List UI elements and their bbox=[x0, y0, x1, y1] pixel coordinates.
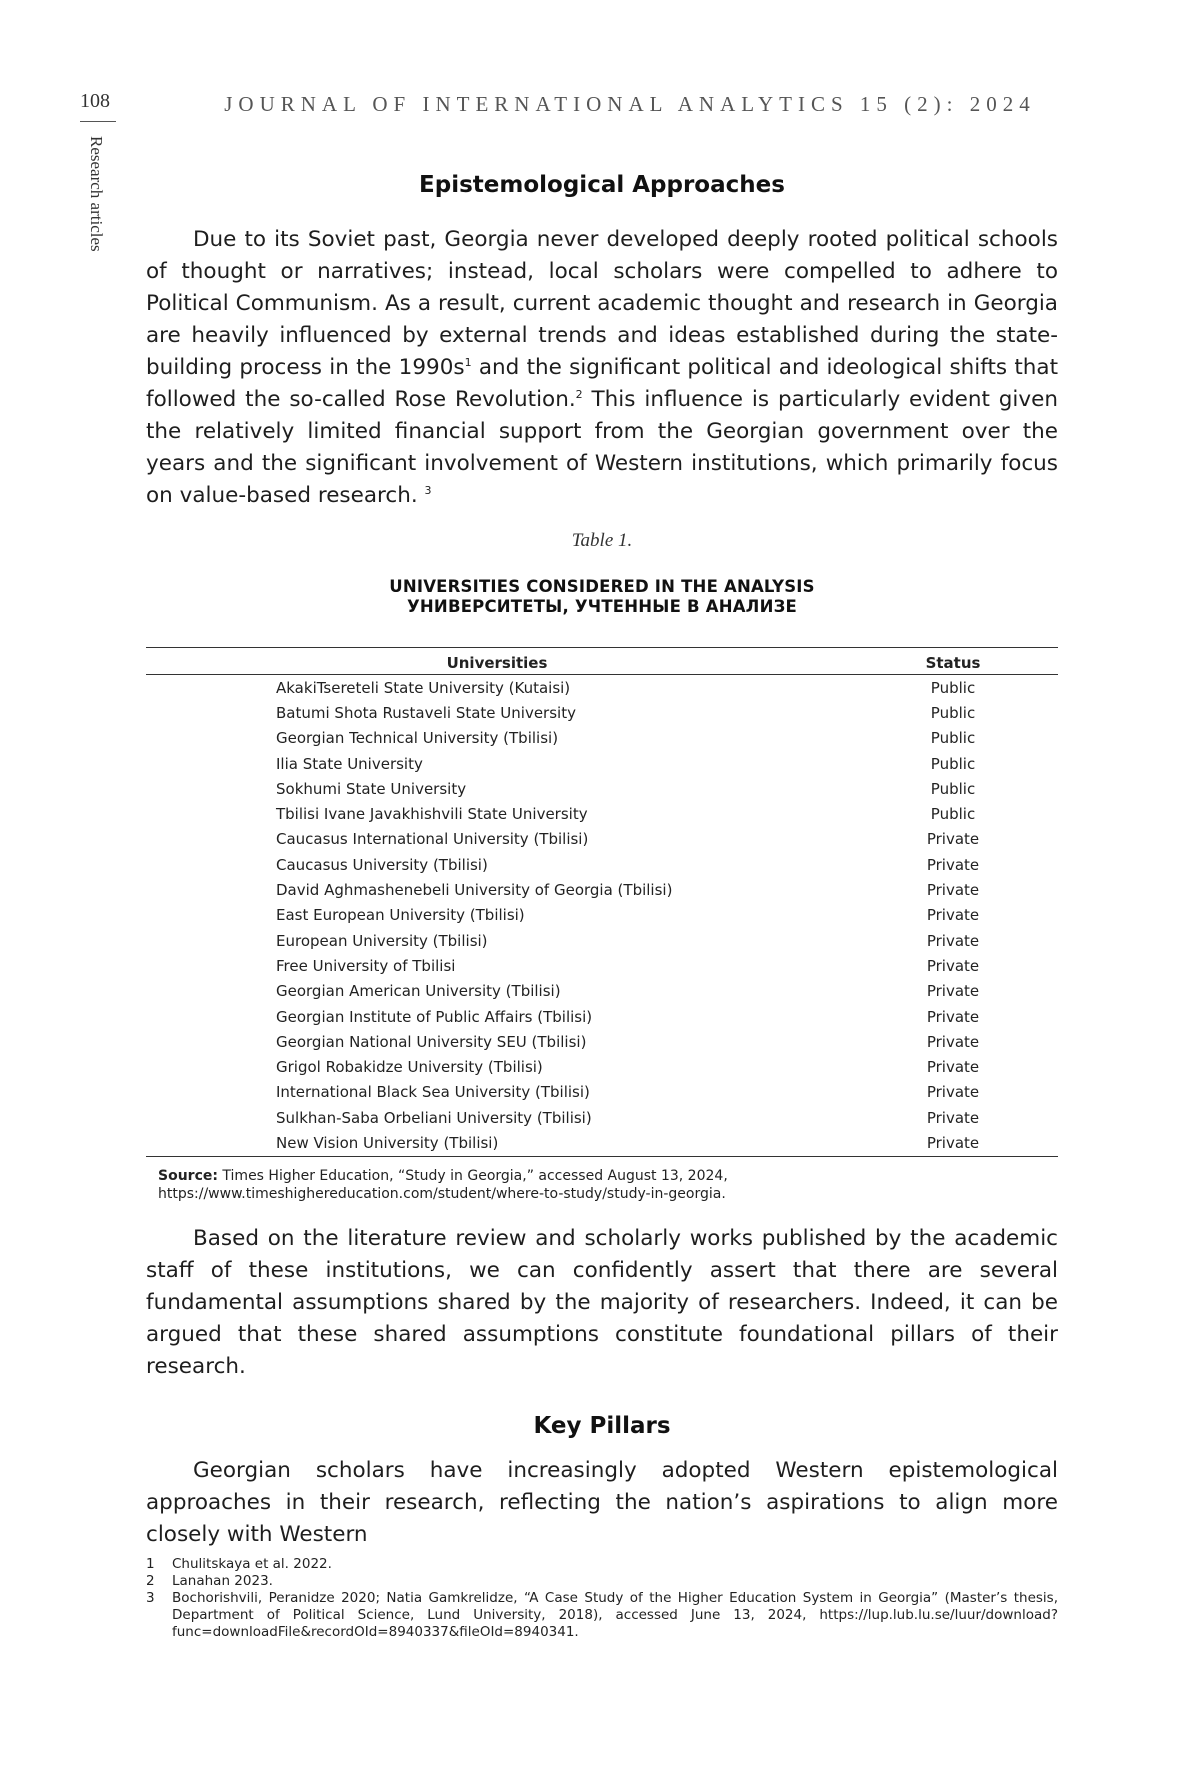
paragraph-text: Due to its Soviet past, Georgia never developed deeply rooted political schools of thought or narratives; instead, local scholars were compelled to adhere to Political Communism. As a result, current academic thought and research in Georgia are heavily influenced by external trends and ideas established during the state-building process in the 1990s bbox=[146, 227, 1058, 380]
table-row bbox=[146, 1080, 1058, 1105]
university-status: Private bbox=[926, 1032, 980, 1051]
paragraph-text: and the significant political and ideological shifts that followed the so-called Rose Revolution. bbox=[146, 355, 1059, 412]
university-name: Caucasus International University (Tbilisi) bbox=[276, 830, 589, 849]
paragraph-key-pillars: Georgian scholars have increasingly adopted Western epistemological approaches in their research, reflecting the nation’s aspirations to align more closely with Western bbox=[146, 1457, 1058, 1547]
university-name: Sokhumi State University bbox=[276, 779, 467, 798]
table-row bbox=[146, 877, 1058, 902]
source-text: Times Higher Education, “Study in Georgia,” accessed August 13, 2024, https://www.timeshighereducation.com/student/where-to-study/study-in-georgia. bbox=[158, 1167, 728, 1202]
footnote-number: 1 bbox=[146, 1556, 155, 1572]
university-name: European University (Tbilisi) bbox=[276, 931, 488, 950]
footnote-item bbox=[146, 1573, 1058, 1590]
table-caption: Table 1. bbox=[571, 530, 633, 551]
university-name: Ilia State University bbox=[276, 754, 423, 773]
university-status: Private bbox=[926, 931, 980, 950]
footnotes bbox=[146, 1556, 1058, 1641]
table-row bbox=[146, 776, 1058, 801]
university-status: Private bbox=[926, 906, 980, 925]
footnote-ref-3[interactable]: 3 bbox=[424, 483, 432, 497]
journal-running-head: JOURNAL OF INTERNATIONAL ANALYTICS 15 (2): 2024 bbox=[224, 92, 1036, 116]
university-status: Public bbox=[930, 703, 976, 722]
university-status: Private bbox=[926, 855, 980, 874]
table-source bbox=[158, 1167, 1058, 1203]
section-side-label: Research articles bbox=[87, 136, 106, 252]
university-name: Georgian American University (Tbilisi) bbox=[276, 982, 561, 1001]
university-name: Caucasus University (Tbilisi) bbox=[276, 855, 488, 874]
column-header-status: Status bbox=[848, 648, 1058, 675]
table-row bbox=[146, 953, 1058, 978]
university-name: Free University of Tbilisi bbox=[276, 956, 456, 975]
table-row bbox=[146, 827, 1058, 852]
university-status: Private bbox=[926, 881, 980, 900]
universities-table bbox=[146, 647, 1058, 1157]
university-status: Private bbox=[926, 956, 980, 975]
university-name: Georgian Technical University (Tbilisi) bbox=[276, 729, 559, 748]
footnote-ref-2[interactable]: 2 bbox=[575, 387, 583, 401]
table-row bbox=[146, 979, 1058, 1004]
university-name: Georgian Institute of Public Affairs (Tbilisi) bbox=[276, 1007, 593, 1026]
university-status: Public bbox=[930, 805, 976, 824]
university-status: Public bbox=[930, 754, 976, 773]
university-status: Private bbox=[926, 1058, 980, 1077]
footnote-number: 2 bbox=[146, 1573, 155, 1589]
page-number: 108 bbox=[80, 90, 116, 122]
table-row bbox=[146, 751, 1058, 776]
table-row bbox=[146, 1004, 1058, 1029]
university-name: Georgian National University SEU (Tbilisi) bbox=[276, 1032, 587, 1051]
university-name: International Black Sea University (Tbilisi) bbox=[276, 1083, 590, 1102]
column-header-universities: Universities bbox=[146, 648, 848, 675]
university-status: Public bbox=[930, 678, 976, 697]
university-status: Private bbox=[926, 1083, 980, 1102]
university-name: Batumi Shota Rustaveli State University bbox=[276, 703, 576, 722]
university-status: Private bbox=[926, 830, 980, 849]
table-title-russian: УНИВЕРСИТЕТЫ, УЧТЕННЫЕ В АНАЛИЗЕ bbox=[407, 597, 797, 616]
table-row bbox=[146, 700, 1058, 725]
section-heading-epistemological: Epistemological Approaches bbox=[419, 172, 785, 198]
article-body bbox=[146, 172, 1058, 1551]
university-status: Private bbox=[926, 982, 980, 1001]
university-name: Grigol Robakidze University (Tbilisi) bbox=[276, 1058, 543, 1077]
table-row bbox=[146, 1054, 1058, 1079]
table-row bbox=[146, 1105, 1058, 1130]
table-row bbox=[146, 1130, 1058, 1156]
university-name: East European University (Tbilisi) bbox=[276, 906, 525, 925]
section-heading-key-pillars: Key Pillars bbox=[533, 1412, 671, 1439]
table-row bbox=[146, 928, 1058, 953]
table-row bbox=[146, 852, 1058, 877]
table-row bbox=[146, 1029, 1058, 1054]
table-row bbox=[146, 801, 1058, 826]
university-status: Private bbox=[848, 1130, 1058, 1156]
table-row bbox=[146, 675, 1058, 701]
source-label: Source: bbox=[158, 1167, 218, 1184]
table-title-english: UNIVERSITIES CONSIDERED IN THE ANALYSIS bbox=[389, 577, 815, 596]
university-status: Public bbox=[930, 729, 976, 748]
footnote-text: Chulitskaya et al. 2022. bbox=[172, 1556, 332, 1572]
university-status: Public bbox=[930, 779, 976, 798]
table-row bbox=[146, 726, 1058, 751]
paragraph-assumptions: Based on the literature review and scholarly works published by the academic staff of these institutions, we can confidently assert that there are several fundamental assumptions shared by the majority of researchers. Indeed, it can be argued that these shared assumptions constitute foundational pillars of their research. bbox=[146, 1225, 1058, 1379]
footnote-text: Lanahan 2023. bbox=[172, 1573, 273, 1589]
university-status: Private bbox=[926, 1108, 980, 1127]
footnote-text: Bochorishvili, Peranidze 2020; Natia Gamkrelidze, “A Case Study of the Higher Education System in Georgia” (Master’s thesis, Department of Political Science, Lund University, 2018), accessed June 13, 2024, https://lup.lub.lu.se/luur/download?func=downloadFile&recordOId=8940337&fileOId=8940341. bbox=[172, 1590, 1058, 1640]
table-header-row bbox=[146, 648, 1058, 675]
footnote-ref-1[interactable]: 1 bbox=[464, 355, 472, 369]
university-name: David Aghmashenebeli University of Georgia (Tbilisi) bbox=[276, 881, 673, 900]
footnote-item bbox=[146, 1590, 1058, 1641]
footnote-item bbox=[146, 1556, 1058, 1573]
table-body bbox=[146, 675, 1058, 1157]
paragraph-intro bbox=[146, 224, 1058, 512]
paragraph-text: This influence is particularly evident given the relatively limited financial support from the Georgian government over the years and the significant involvement of Western institutions, which primarily focus on value-based research. bbox=[146, 387, 1058, 508]
table-row bbox=[146, 903, 1058, 928]
university-name: Sulkhan-Saba Orbeliani University (Tbilisi) bbox=[276, 1108, 592, 1127]
university-status: Private bbox=[926, 1007, 980, 1026]
footnote-number: 3 bbox=[146, 1590, 155, 1606]
university-name: Tbilisi Ivane Javakhishvili State University bbox=[276, 805, 588, 824]
university-name: AkakiTsereteli State University (Kutaisi) bbox=[276, 678, 571, 697]
university-name: New Vision University (Tbilisi) bbox=[146, 1130, 848, 1156]
